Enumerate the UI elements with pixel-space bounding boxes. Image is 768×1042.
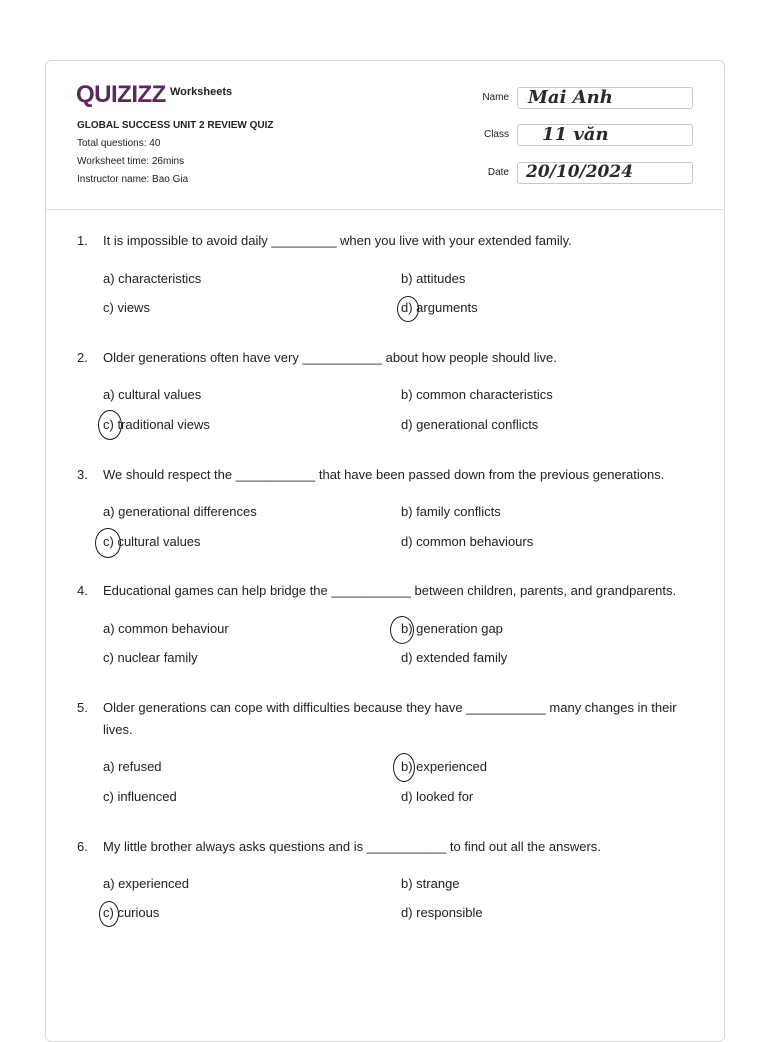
name-handwriting: Mai Anh [528, 87, 613, 108]
option-a[interactable]: a) generational differences [103, 504, 257, 519]
question-number: 4. [77, 583, 88, 598]
question-text: It is impossible to avoid daily _________ when you live with your extended family. [103, 233, 572, 248]
option-a[interactable]: a) refused [103, 759, 162, 774]
worksheet-time: Worksheet time: 26mins [77, 156, 185, 167]
option-b[interactable]: b) generation gap [401, 621, 503, 636]
option-d[interactable]: d) extended family [401, 650, 508, 665]
class-field[interactable] [517, 124, 693, 146]
option-c[interactable]: c) views [103, 300, 150, 315]
quizizz-logo: QUIZIZZ [76, 81, 166, 108]
option-d[interactable]: d) arguments [401, 300, 478, 315]
question-number: 5. [77, 700, 88, 715]
total-questions: Total questions: 40 [77, 138, 161, 149]
worksheet-header [46, 61, 724, 210]
question-text: My little brother always asks questions and is ___________ to find out all the answers. [103, 839, 601, 854]
option-a[interactable]: a) experienced [103, 876, 189, 891]
answer-circle-mark [98, 410, 122, 440]
question-number: 3. [77, 467, 88, 482]
option-d[interactable]: d) looked for [401, 789, 474, 804]
option-b[interactable]: b) attitudes [401, 271, 466, 286]
answer-circle-mark [390, 616, 414, 644]
answer-circle-mark [397, 296, 419, 322]
worksheet-title: GLOBAL SUCCESS UNIT 2 REVIEW QUIZ [77, 120, 274, 131]
question-text: Educational games can help bridge the ___________ between children, parents, and grandparents. [103, 583, 677, 598]
worksheet-page [45, 60, 725, 1042]
question-text: Older generations often have very ___________ about how people should live. [103, 350, 557, 365]
option-b[interactable]: b) experienced [401, 759, 487, 774]
option-c[interactable]: c) cultural values [103, 534, 201, 549]
question-number: 2. [77, 350, 88, 365]
instructor-name: Instructor name: Bao Gia [77, 174, 189, 185]
question-text: Older generations can cope with difficulties because they have ___________ many changes in their lives. [103, 700, 677, 737]
answer-circle-mark [393, 753, 415, 782]
option-d[interactable]: d) common behaviours [401, 534, 534, 549]
logo-subtitle: Worksheets [170, 86, 233, 98]
option-c[interactable]: c) curious [103, 905, 160, 920]
option-d[interactable]: d) responsible [401, 905, 483, 920]
option-c[interactable]: c) nuclear family [103, 650, 198, 665]
option-b[interactable]: b) family conflicts [401, 504, 501, 519]
option-c[interactable]: c) traditional views [103, 417, 210, 432]
answer-circle-mark [95, 528, 121, 558]
option-a[interactable]: a) common behaviour [103, 621, 229, 636]
date-handwriting: 20/10/2024 [526, 162, 634, 182]
option-a[interactable]: a) characteristics [103, 271, 202, 286]
date-label: Date [487, 167, 509, 178]
date-field[interactable] [517, 162, 693, 184]
class-label: Class [483, 129, 509, 140]
question-number: 1. [77, 233, 88, 248]
name-label: Name [482, 92, 509, 103]
question-number: 6. [77, 839, 88, 854]
question-text: We should respect the ___________ that have been passed down from the previous generations. [103, 467, 665, 482]
name-field[interactable] [517, 87, 693, 109]
option-c[interactable]: c) influenced [103, 789, 177, 804]
class-handwriting: 11 văn [542, 124, 609, 145]
answer-circle-mark [99, 901, 119, 927]
option-d[interactable]: d) generational conflicts [401, 417, 539, 432]
option-b[interactable]: b) strange [401, 876, 460, 891]
option-b[interactable]: b) common characteristics [401, 387, 553, 402]
option-a[interactable]: a) cultural values [103, 387, 202, 402]
